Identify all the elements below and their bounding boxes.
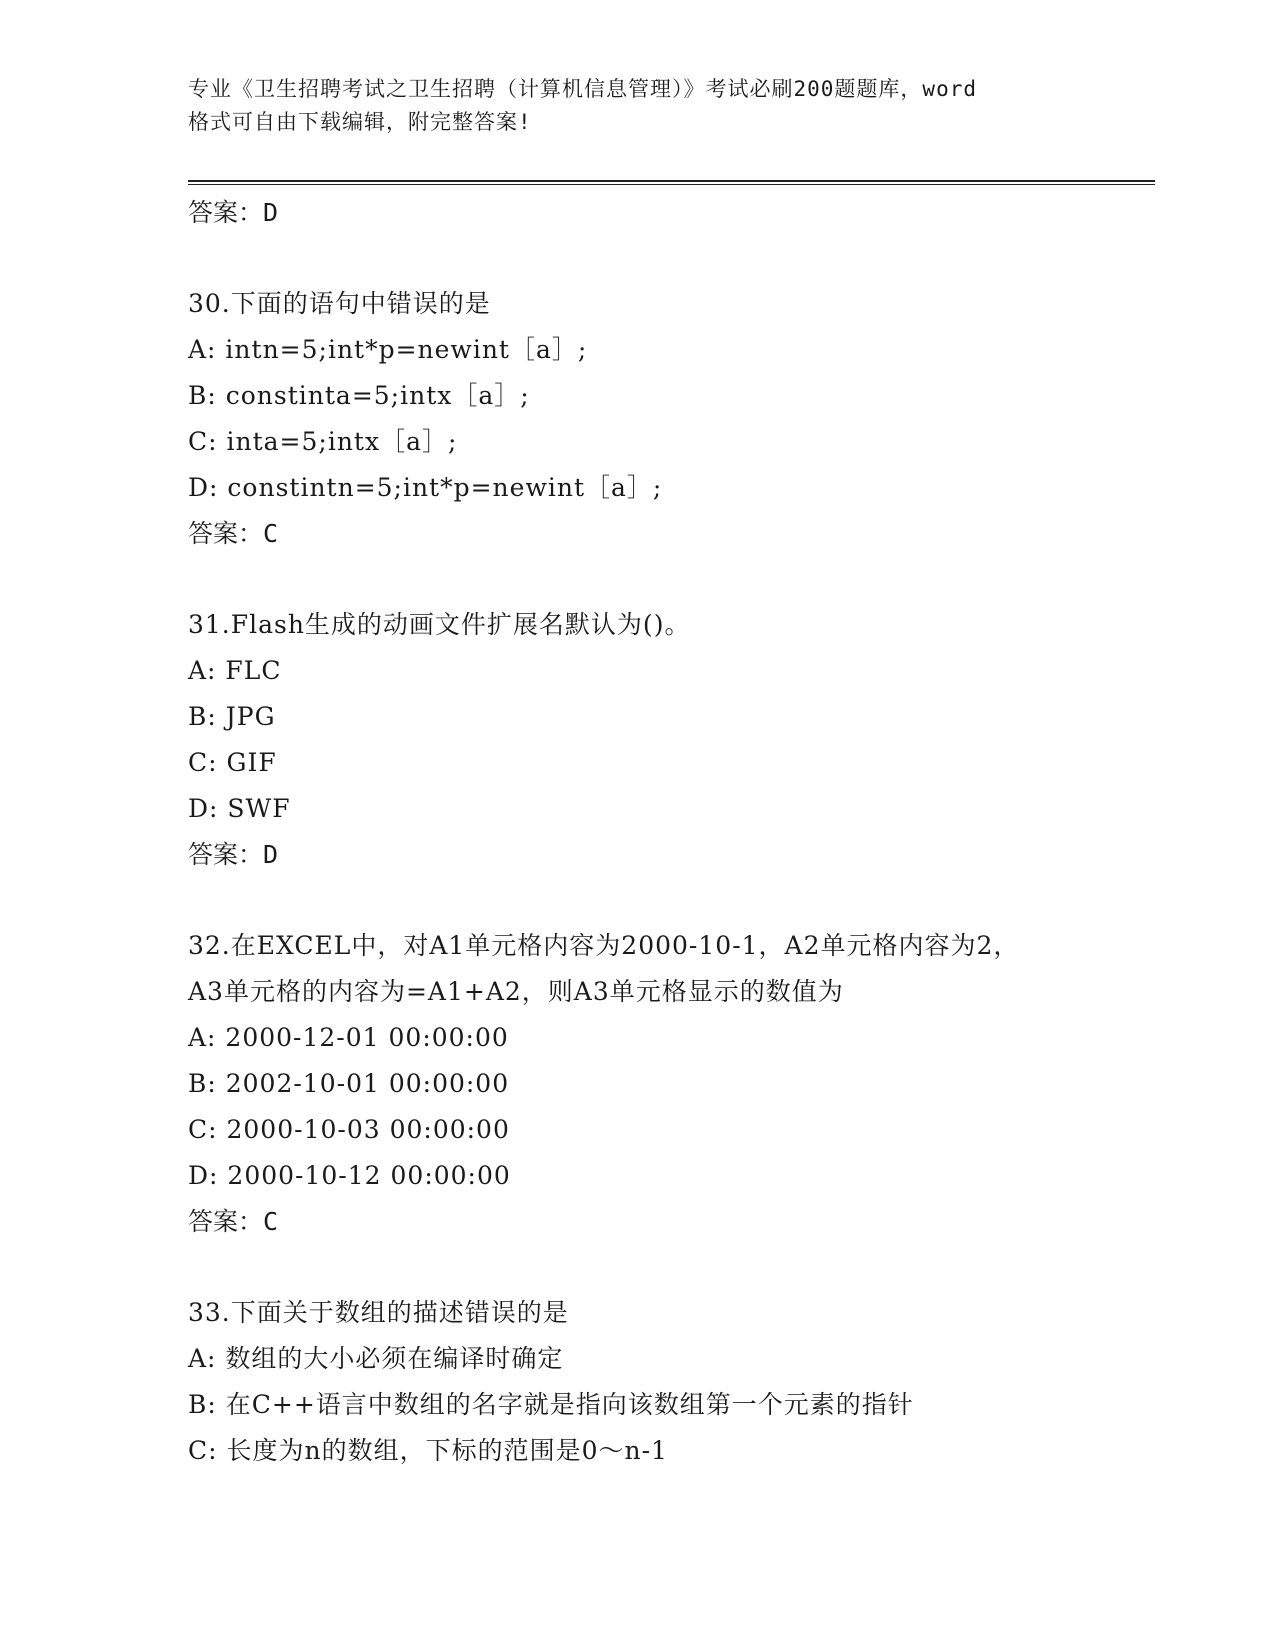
option-d: D: constintn=5;int*p=newint［a］; bbox=[188, 473, 663, 502]
question-block bbox=[188, 602, 1148, 878]
question-stem: 31.Flash生成的动画文件扩展名默认为()。 bbox=[188, 610, 691, 639]
option-c: C: 长度为n的数组，下标的范围是0～n-1 bbox=[188, 1436, 668, 1465]
question-stem-continued: A3单元格的内容为=A1+A2，则A3单元格显示的数值为 bbox=[188, 977, 844, 1006]
header-rule-thick bbox=[188, 180, 1155, 182]
option-a: A: 2000-12-01 00:00:00 bbox=[188, 1023, 509, 1052]
option-d: D: 2000-10-12 00:00:00 bbox=[188, 1161, 511, 1190]
header-line-1: 专业《卫生招聘考试之卫生招聘（计算机信息管理）》考试必刷200题题库，word bbox=[188, 77, 977, 101]
spacer bbox=[188, 236, 1148, 281]
option-b: B: 在C++语言中数组的名字就是指向该数组第一个元素的指针 bbox=[188, 1390, 914, 1419]
option-a: A: 数组的大小必须在编译时确定 bbox=[188, 1344, 564, 1373]
option-b: B: 2002-10-01 00:00:00 bbox=[188, 1069, 510, 1098]
header-rule-thin bbox=[188, 184, 1155, 185]
question-block bbox=[188, 1290, 1148, 1474]
spacer bbox=[188, 878, 1148, 923]
option-b: B: JPG bbox=[188, 702, 276, 731]
spacer bbox=[188, 557, 1148, 602]
answer-line: 答案：D bbox=[188, 198, 279, 227]
option-c: C: GIF bbox=[188, 748, 277, 777]
answer-line: 答案：D bbox=[188, 840, 279, 869]
answer-line: 答案：C bbox=[188, 1207, 279, 1236]
spacer bbox=[188, 1245, 1148, 1290]
option-b: B: constinta=5;intx［a］; bbox=[188, 381, 530, 410]
document-header bbox=[188, 73, 1108, 139]
question-block bbox=[188, 923, 1148, 1245]
question-stem: 33.下面关于数组的描述错误的是 bbox=[188, 1298, 569, 1327]
question-stem: 32.在EXCEL中，对A1单元格内容为2000-10-1，A2单元格内容为2， bbox=[188, 931, 1020, 960]
question-stem: 30.下面的语句中错误的是 bbox=[188, 289, 491, 318]
header-line-2: 格式可自由下载编辑，附完整答案! bbox=[188, 110, 532, 134]
question-block bbox=[188, 281, 1148, 557]
option-c: C: inta=5;intx［a］; bbox=[188, 427, 458, 456]
question-list bbox=[188, 190, 1148, 1474]
option-c: C: 2000-10-03 00:00:00 bbox=[188, 1115, 510, 1144]
option-a: A: intn=5;int*p=newint［a］; bbox=[188, 335, 588, 364]
option-d: D: SWF bbox=[188, 794, 291, 823]
option-a: A: FLC bbox=[188, 656, 282, 685]
answer-line: 答案：C bbox=[188, 519, 279, 548]
